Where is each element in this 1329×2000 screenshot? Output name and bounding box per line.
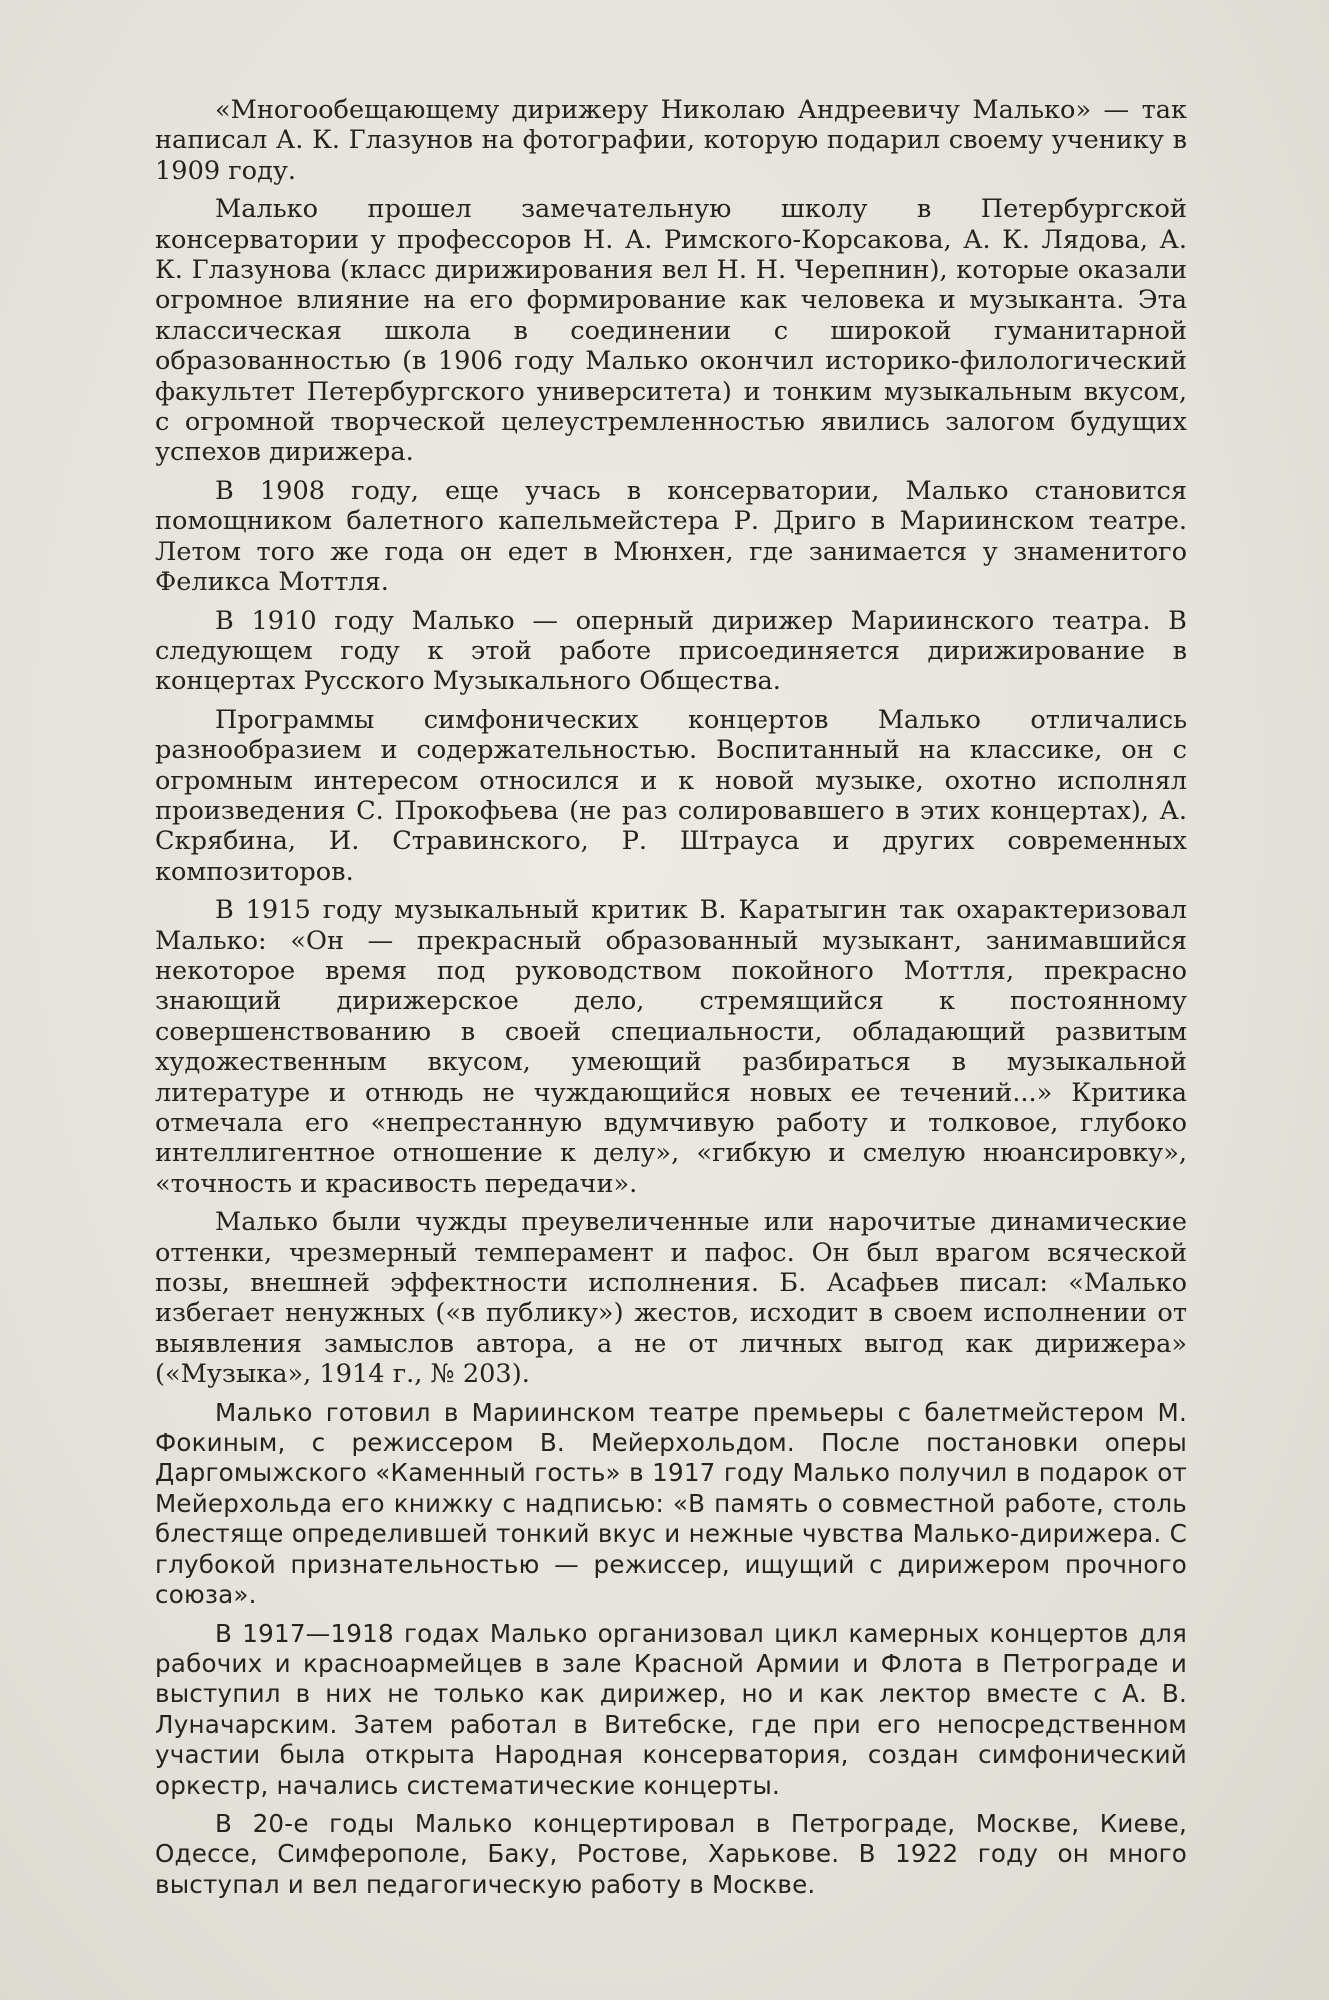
paragraph-1920s-tours: В 20-е годы Малько концертировал в Петрограде, Москве, Киеве, Одессе, Симферополе, Баку, Ростове, Харькове. В 1922 году он много выступал и вел педагогическую работу в Москве. bbox=[155, 1808, 1187, 1899]
paragraph-conservatory-education: Малько прошел замечательную школу в Петербургской консерватории у профессоров Н. А. Римского-Корсакова, А. К. Лядова, А. К. Глазунова (класс дирижирования вел Н. Н. Черепнин), которые оказали огромное влияние на его формирование как человека и музыканта. Эта классическая школа в соединении с широкой гуманитарной образованностью (в 1906 году Малько окончил историко-филологический факультет Петербургского университета) и тонким музыкальным вкусом, с огромной творческой целеустремленностью явились залогом будущих успехов дирижера. bbox=[155, 194, 1187, 468]
paragraph-1908-assistant: В 1908 году, еще учась в консерватории, Малько становится помощником балетного капельмейстера Р. Дриго в Мариинском театре. Летом того же года он едет в Мюнхен, где занимается у знаменитого Феликса Моттля. bbox=[155, 475, 1187, 598]
paragraph-glazunov-dedication: «Многообещающему дирижеру Николаю Андреевичу Малько» — так написал А. К. Глазунов на фотографии, которую подарил своему ученику в 1909 году. bbox=[155, 95, 1187, 186]
body-text bbox=[155, 95, 1187, 1908]
paragraph-1910-opera-conductor: В 1910 году Малько — оперный дирижер Мариинского театра. В следующем году к этой работе присоединяется дирижирование в концертах Русского Музыкального Общества. bbox=[155, 605, 1187, 697]
paragraph-karatygin-review: В 1915 году музыкальный критик В. Каратыгин так охарактеризовал Малько: «Он — прекрасный образованный музыкант, занимавшийся некоторое время под руководством покойного Моттля, прекрасно знающий дирижерское дело, стремящийся к постоянному совершенствованию в своей специальности, обладающий развитым художественным вкусом, умеющий разбираться в музыкальной литературе и отнюдь не чуждающийся новых ее течений...» Критика отмечала его «непрестанную вдумчивую работу и толковое, глубоко интеллигентное отношение к делу», «гибкую и смелую нюансировку», «точность и красивость передачи». bbox=[155, 895, 1187, 1199]
paragraph-1917-1918-concerts: В 1917—1918 годах Малько организовал цикл камерных концертов для рабочих и красноармейцев в зале Красной Армии и Флота в Петрограде и выступил в них не только как дирижер, но и как лектор вместе с А. В. Луначарским. Затем работал в Витебске, где при его непосредственном участии была открыта Народная консерватория, создан симфонический оркестр, начались систематические концерты. bbox=[155, 1618, 1187, 1800]
paragraph-symphony-programs: Программы симфонических концертов Малько отличались разнообразием и содержательностью. Воспитанный на классике, он с огромным интересом относился и к новой музыке, охотно исполнял произведения С. Прокофьева (не раз солировавшего в этих концертах), А. Скрябина, И. Стравинского, Р. Штрауса и других современных композиторов. bbox=[155, 704, 1187, 887]
paragraph-meyerhold-premieres: Малько готовил в Мариинском театре премьеры с балетмейстером М. Фокиным, с режиссером В. Мейерхольдом. После постановки оперы Даргомыжского «Каменный гость» в 1917 году Малько получил в подарок от Мейерхольда его книжку с надписью: «В память о совместной работе, столь блестяще определившей тонкий вкус и нежные чувства Малько-дирижера. С глубокой признательностью — режиссер, ищущий с дирижером прочного союза». bbox=[155, 1397, 1187, 1610]
paragraph-asafyev-quote: Малько были чужды преувеличенные или нарочитые динамические оттенки, чрезмерный темперамент и пафос. Он был врагом всяческой позы, внешней эффектности исполнения. Б. Асафьев писал: «Малько избегает ненужных («в публику») жестов, исходит в своем исполнении от выявления замыслов автора, а не от личных выгод как дирижера» («Музыка», 1914 г., № 203). bbox=[155, 1207, 1187, 1390]
